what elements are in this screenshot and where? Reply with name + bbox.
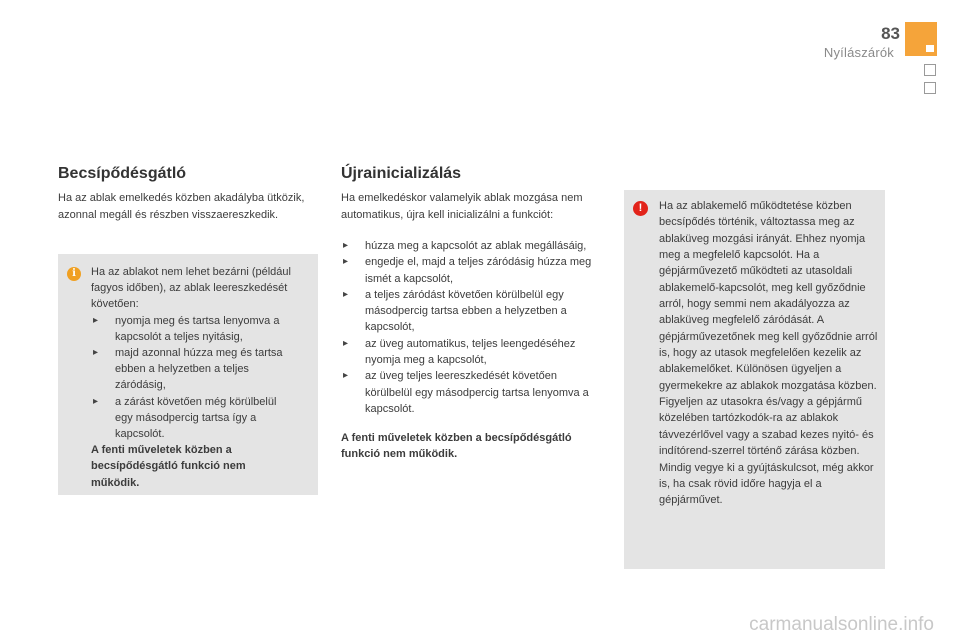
chapter-tab-box[interactable] [924,64,936,76]
warning-note [624,190,885,569]
section-title: Nyílászárók [823,45,894,60]
list-item: ▸ a zárást követően még körülbelül egy másodpercig tartsa így a kapcsolót. [91,394,296,443]
list-item: ▸ a teljes záródást követően körülbelül egy másodpercig tartsa ebben a helyzetben a kapcsolót, [341,287,606,336]
list-item: ▸ az üveg teljes leereszkedését követően körülbelül egy másodpercig tartsa lenyomva a kapcsolót. [341,368,606,417]
warning-text: Ha az ablakemelő működtetése közben becsípődés történik, változtassa meg az ablaküveg mozgási irányát. Ehhez nyomja meg a megfelelő kapcsolót. Ha a gépjárművezető működteti az utasoldali ablakemelő-kapcsolót, meg kell győződnie arról, hogy semmi nem akadályozza az ablaküveg megfelelő záródását. A gépjárművezetőnek meg kell győződnie arról is, hogy az utasok megfelelően kezelik az ablakemelőket. Különösen ügyeljen a gyermekekre az ablakok mozgatása közben. Figyeljen az utasokra és/vagy a gépjármű közelében tartózkodók-ra az ablakok távvezérlővel vagy a szabad kezes nyitó- és indítórend-szerrel történő zárása közben. Mindig vegye ki a gyújtáskulcsot, még akkor is, ha csak rövid időre hagyja el a gépjárművet. [659,200,878,507]
chapter-tab[interactable] [905,22,937,56]
middle-warning: A fenti műveletek közben a becsípődésgátló funkció nem működik. [341,432,572,461]
list-item: ▸ engedje el, majd a teljes záródásig húzza meg ismét a kapcsolót, [341,254,606,287]
list-item: ▸ majd azonnal húzza meg és tartsa ebben a helyzetben a teljes záródásig, [91,345,296,394]
page-number: 83 [881,24,900,43]
info-note [58,254,318,495]
middle-title: Újrainicializálás [341,165,462,182]
left-intro: Ha az ablak emelkedés közben akadályba ütközik, azonnal megáll és részben visszaereszkedik. [58,192,305,221]
list-item: ▸ az üveg automatikus, teljes leengedéséhez nyomja meg a kapcsolót, [341,336,606,369]
note-list [91,313,296,443]
note-warning: A fenti műveletek közben a becsípődésgátló funkció nem működik. [91,444,246,489]
watermark: carmanualsonline.info [749,614,934,635]
chapter-tab-box[interactable] [924,82,936,94]
tab-square-icon [926,45,934,52]
warning-icon: ! [633,201,648,216]
list-item: ▸ nyomja meg és tartsa lenyomva a kapcsolót a teljes nyitásig, [91,313,296,345]
left-title: Becsípődésgátló [58,165,187,182]
middle-list [341,238,606,417]
middle-intro: Ha emelkedéskor valamelyik ablak mozgása nem automatikus, újra kell inicializálni a funkciót: [341,192,583,221]
note-intro: Ha az ablakot nem lehet bezárni (például fagyos időben), az ablak leereszkedését követően: [91,266,291,311]
list-item: ▸ húzza meg a kapcsolót az ablak megállásáig, [341,238,606,254]
info-icon: i [67,267,81,281]
